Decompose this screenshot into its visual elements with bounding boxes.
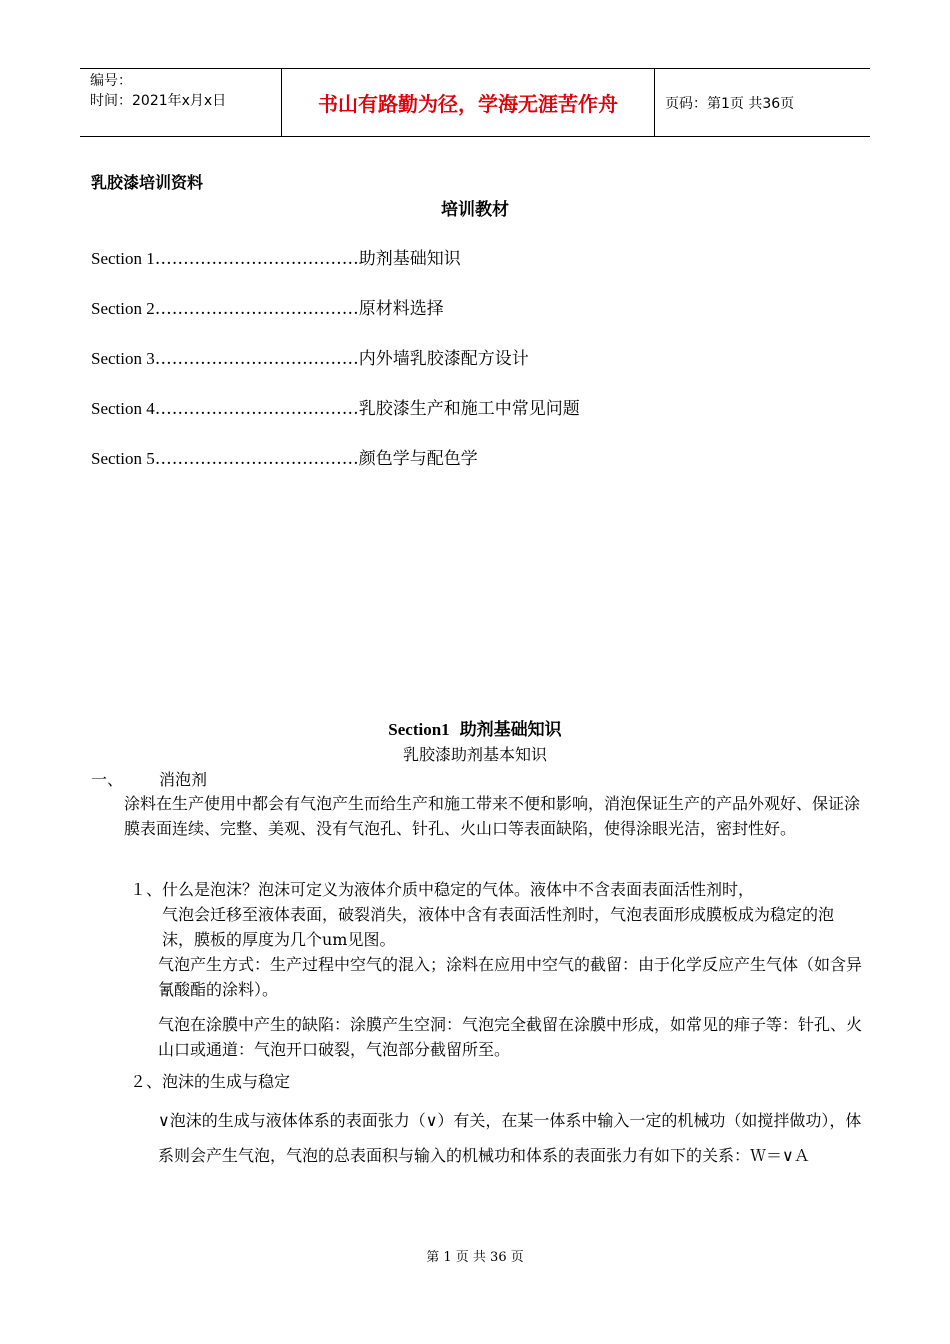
page-footer: 第 1 页 共 36 页: [426, 1250, 524, 1265]
toc-section-title: 内外墙乳胶漆配方设计: [358, 349, 529, 369]
toc-row: [91, 244, 461, 269]
toc-leader: ………………………………: [154, 249, 359, 269]
section1-heading-en: Section1: [388, 720, 450, 739]
header-meta: [90, 71, 226, 111]
toc-leader: ………………………………: [154, 299, 359, 319]
toc-section-label: Section 5: [91, 449, 155, 468]
header-page-label: 页码：第1页 共36页: [665, 95, 795, 112]
intro-paragraph: 涂料在生产使用中都会有气泡产生而给生产和施工带来不便和影响，消泡保证生产的产品外观好、保证涂膜表面连续、完整、美观、没有气泡孔、针孔、火山口等表面缺陷，使得涂眼光洁，密封性好。: [124, 794, 861, 838]
header-number-label: 编号：: [90, 73, 132, 89]
toc-leader: ………………………………: [154, 449, 359, 469]
question2-body: ∨泡沫的生成与液体体系的表面张力（∨）有关，在某一体系中输入一定的机械功（如搅拌做功），体系则会产生气泡，气泡的总表面积与输入的机械功和体系的表面张力有如下的关系：Ｗ＝∨Ａ: [158, 1111, 862, 1165]
section1-subheading: 乳胶漆助剂基本知识: [402, 745, 547, 764]
header-divider: [654, 69, 655, 136]
toc-section-title: 原材料选择: [358, 299, 444, 319]
toc-section-label: Section 1: [91, 249, 155, 268]
list-item-heading: [91, 767, 207, 790]
document-title: 乳胶漆培训资料: [91, 173, 204, 192]
question2-heading: ２、泡沫的生成与稳定: [130, 1072, 291, 1091]
bubble-defects-paragraph: 气泡在涂膜中产生的缺陷：涂膜产生空洞：气泡完全截留在涂膜中形成，如常见的痱子等：针孔、火山口或通道：气泡开口破裂，气泡部分截留所至。: [158, 1015, 863, 1059]
toc-leader: ………………………………: [154, 349, 359, 369]
toc-section-label: Section 3: [91, 349, 155, 368]
document-subtitle: 培训教材: [441, 200, 509, 220]
toc-section-title: 颜色学与配色学: [358, 449, 478, 469]
question1-heading: １、什么是泡沫？泡沫可定义为液体介质中稳定的气体。液体中不含表面表面活性剂时，: [130, 880, 755, 899]
toc-row: [91, 394, 580, 419]
toc-row: [91, 294, 444, 319]
toc-section-title: 乳胶漆生产和施工中常见问题: [358, 399, 580, 419]
question1-body: 气泡会迁移至液体表面，破裂消失，液体中含有表面活性剂时，气泡表面形成膜板成为稳定的泡沫，膜板的厚度为几个um见图。: [162, 905, 835, 949]
toc-row: [91, 344, 529, 369]
section1-heading-cn: 助剂基础知识: [459, 720, 562, 740]
toc-section-label: Section 4: [91, 399, 155, 418]
bubble-generation-paragraph: 气泡产生方式：生产过程中空气的混入；涂料在应用中空气的截留：由于化学反应产生气体（如含异氰酸酯的涂料）。: [158, 955, 863, 999]
header-date-label: 时间：2021年x月x日: [90, 93, 227, 109]
toc-leader: ………………………………: [154, 399, 359, 419]
page-header: [80, 68, 870, 137]
toc-section-label: Section 2: [91, 299, 155, 318]
list-item-number: 一、: [91, 770, 124, 789]
header-motto: 书山有路勤为径，学海无涯苦作舟: [318, 92, 618, 116]
toc-section-title: 助剂基础知识: [358, 249, 461, 269]
list-item-title: 消泡剂: [159, 770, 208, 789]
toc-row: [91, 444, 478, 469]
section1-heading: [0, 715, 950, 740]
